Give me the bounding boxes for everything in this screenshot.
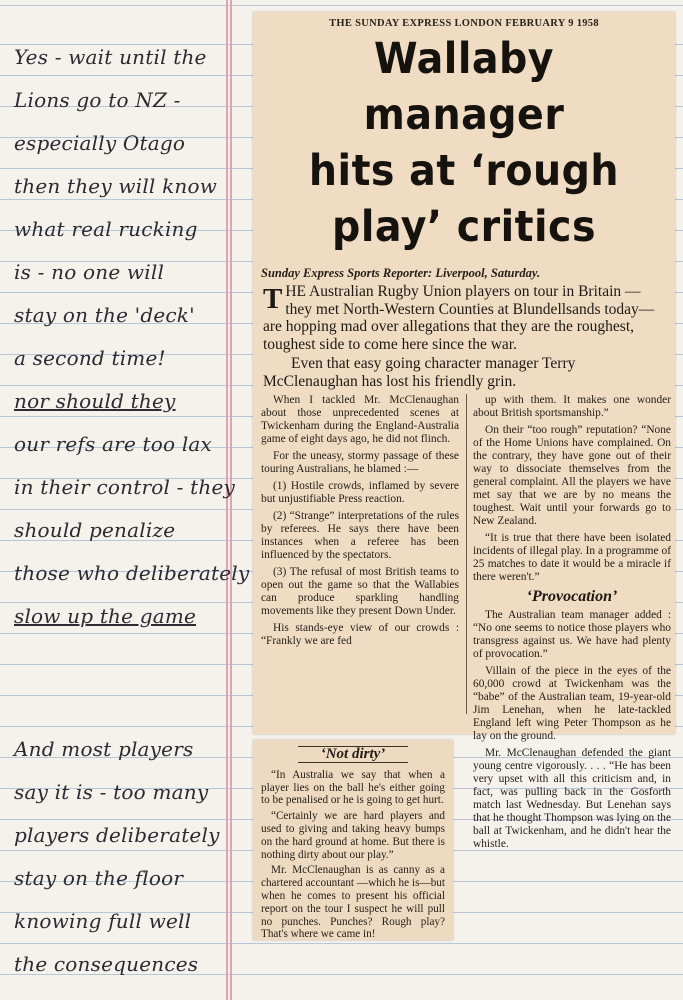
paragraph: Mr. McClenaughan defended the giant young centre vigorously. . . . “He has been very upset with all this criticism and, in fact, was pulling back in the Gosforth match last Wednesday. But Lenehan says that he thought Thompson was lying on the ball at Twickenham, and he didn't hear the whistle. — [473, 747, 671, 850]
paragraph: The Australian team manager added : “No one seems to notice those players who transgress against us. We have had plenty of provocation.” — [473, 609, 671, 660]
byline: Sunday Express Sports Reporter: Liverpool, Saturday. — [261, 266, 541, 280]
drop-cap: T — [263, 283, 283, 315]
note-line: stay on the floor — [14, 866, 184, 890]
paragraph: (2) “Strange” interpretations of the rules by referees. He says there have been instances when a referee has been influenced by the spectators. — [261, 510, 459, 561]
paragraph: (3) The refusal of most British teams to open out the game so that the Wallabies can produce sparkling handling movements like they present Down Under. — [261, 566, 459, 617]
note-line: is - no one will — [14, 260, 165, 284]
paragraph: Mr. McClenaughan is as canny as a chartered accountant —which he is—but when he comes to present his official report on the tour I suspect he will pull no punches. Punches? Rough play? That's where we came in! — [261, 864, 445, 941]
note-line: players deliberately — [14, 823, 220, 847]
right-column — [473, 394, 671, 855]
paragraph: “It is true that there have been isolated incidents of illegal play. In a programme of 25 matches to date it would be a miracle if there weren't.” — [473, 532, 671, 583]
note-line: our refs are too lax — [14, 432, 213, 456]
note-line: slow up the game — [14, 604, 197, 628]
note-line: a second time! — [14, 346, 166, 370]
note-line: should penalize — [14, 518, 176, 542]
note-line: knowing full well — [14, 909, 192, 933]
subhead-not-dirty: ‘Not dirty’ — [298, 746, 408, 763]
note-line: then they will know — [14, 174, 218, 198]
note-line: Yes - wait until the — [14, 45, 207, 69]
paragraph: For the uneasy, stormy passage of these touring Australians, he blamed :— — [261, 450, 459, 475]
paragraph: Villain of the piece in the eyes of the 60,000 crowd at Twickenham was the “babe” of the Australian team, 19-year-old Jim Lenehan, when he late-tackled England left wing Peter Thompson as he lay on the ground. — [473, 665, 671, 742]
paragraph: When I tackled Mr. McClenaughan about those unprecedented scenes at Twickenham during the England-Australia game of eight days ago, he did not flinch. — [261, 394, 459, 445]
handwritten-note-bottom — [14, 728, 246, 986]
note-line: what real rucking — [14, 217, 198, 241]
paragraph: His stands-eye view of our crowds : “Frankly we are fed — [261, 622, 459, 647]
paragraph: On their “too rough” reputation? “None of the Home Unions have complained. On the contrary, they have gone out of their way to dissociate themselves from the general complaint. All the players we have met say that we are by no means the toughest. Wait until your forwards go to New Zealand. — [473, 424, 671, 527]
note-line: in their control - they — [14, 475, 235, 499]
headline-line: play’ critics — [332, 202, 596, 252]
note-line: And most players — [14, 737, 194, 761]
note-line: Lions go to NZ - — [14, 88, 181, 112]
note-line: the consequences — [14, 952, 199, 976]
note-line: nor should they — [14, 389, 176, 413]
headline — [275, 31, 652, 255]
lead-paragraph-2: Even that easy going character manager Terry McClenaughan has lost his friendly grin. — [263, 355, 576, 390]
paragraph: (1) Hostile crowds, inflamed by severe but unjustifiable Press reaction. — [261, 480, 459, 505]
paragraph: “Certainly we are hard players and used to giving and taking heavy bumps on the hard ground at home. But there is nothing dirty about our play.” — [261, 810, 445, 861]
headline-line: Wallaby manager — [363, 34, 565, 140]
paragraph: up with them. It makes one wonder about British sportsmanship.” — [473, 394, 671, 419]
note-line: stay on the 'deck' — [14, 303, 195, 327]
subhead-provocation: ‘Provocation’ — [526, 588, 618, 605]
headline-line: hits at ‘rough — [308, 146, 620, 196]
newspaper-clipping-small — [253, 740, 453, 940]
column-divider — [466, 394, 467, 714]
left-column — [261, 394, 459, 652]
lead-paragraph — [263, 283, 667, 353]
note-line: say it is - too many — [14, 780, 209, 804]
lead-text: HE Australian Rugby Union players on tour in Britain — they met North-Western Counties at Blundellsands today—are hopping mad over allegations that they are the roughest, toughest side to come here since the war. — [263, 283, 655, 353]
note-line: those who deliberately — [14, 561, 250, 585]
paragraph: “In Australia we say that when a player lies on the ball he's either going to be penalised or he is going to get hurt. — [261, 768, 445, 807]
note-line: especially Otago — [14, 131, 186, 155]
handwritten-note-top — [14, 36, 250, 638]
dateline: THE SUNDAY EXPRESS LONDON FEBRUARY 9 1958 — [329, 18, 599, 29]
